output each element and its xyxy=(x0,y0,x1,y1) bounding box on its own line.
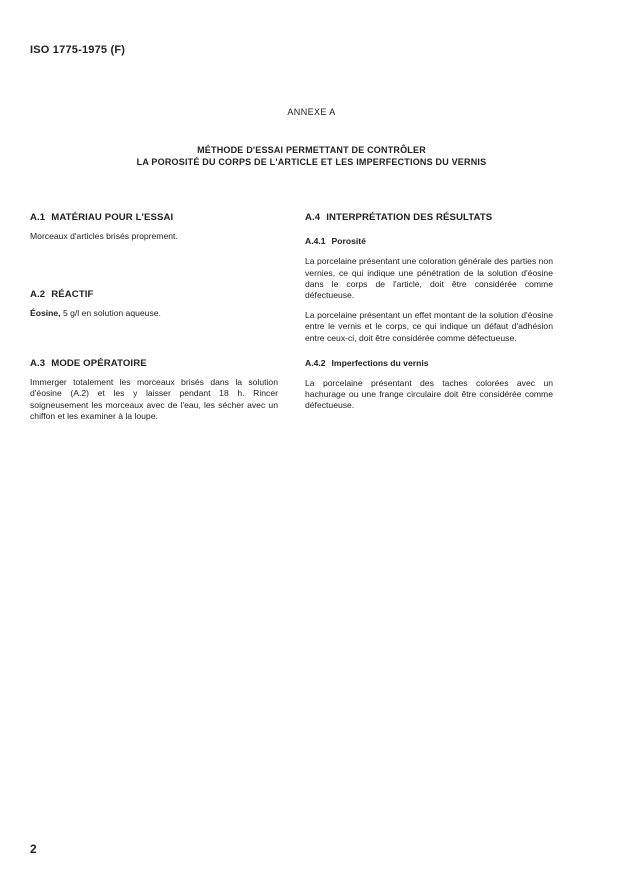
annex-title xyxy=(0,144,623,168)
section-heading xyxy=(30,289,278,300)
subsection-number: A.4.1 xyxy=(305,236,326,247)
section-heading xyxy=(305,212,553,223)
section-number: A.1 xyxy=(30,212,46,223)
reagent-detail: 5 g/l en solution aqueuse. xyxy=(60,308,161,319)
subsection-heading-a42 xyxy=(305,358,553,369)
section-body: Immerger totalement les morceaux brisés dans la solution d'éosine (A.2) et les y laisser pendant 18 h. Rincer soigneusement les morceaux avec de l'eau, les sécher avec un chiffon et les examiner à la loupe. xyxy=(30,377,278,421)
section-heading xyxy=(30,358,278,369)
section-body: Morceaux d'articles brisés proprement. xyxy=(30,231,178,242)
subsection-title: Porosité xyxy=(331,236,366,247)
document-id: ISO 1775-1975 (F) xyxy=(30,44,126,56)
section-number: A.4 xyxy=(305,212,321,223)
section-title: MATÉRIAU POUR L'ESSAI xyxy=(51,212,174,223)
paragraph: La porcelaine présentant un effet montant de la solution d'éosine entre le vernis et le corps, ce qui indique un défaut d'adhésion entre ceux-ci, doit être considérée comme défectueuse. xyxy=(305,310,553,343)
section-a2 xyxy=(30,289,278,319)
reagent-name: Éosine, xyxy=(30,308,61,319)
paragraph: La porcelaine présentant une coloration générale des parties non vernies, ce qui indique une pénétration de la solution d'éosine dans le corps de l'article, doit être considérée comme défectueuse. xyxy=(305,256,553,301)
section-heading xyxy=(30,212,278,223)
section-title: RÉACTIF xyxy=(51,289,94,300)
section-title: MODE OPÉRATOIRE xyxy=(51,358,147,369)
section-title: INTERPRÉTATION DES RÉSULTATS xyxy=(326,212,493,223)
subsection-number: A.4.2 xyxy=(305,357,326,368)
annex-title-line-2: LA POROSITÉ DU CORPS DE L'ARTICLE ET LES IMPERFECTIONS DU VERNIS xyxy=(136,157,487,167)
section-a3 xyxy=(30,358,278,422)
paragraph: La porcelaine présentant des taches colorées avec un hachurage ou une frange circulaire doit être considérée comme défectueuse. xyxy=(305,378,553,411)
section-number: A.2 xyxy=(30,289,46,300)
subsection-heading-a41 xyxy=(305,236,553,247)
subsection-title: Imperfections du vernis xyxy=(331,357,429,368)
annex-label: ANNEXE A xyxy=(287,107,336,117)
page-number: 2 xyxy=(30,842,37,856)
section-a4 xyxy=(305,212,553,412)
section-a1 xyxy=(30,212,278,242)
section-body xyxy=(30,308,278,319)
annex-title-line-1: MÉTHODE D'ESSAI PERMETTANT DE CONTRÔLER xyxy=(197,145,426,155)
section-number: A.3 xyxy=(30,358,46,369)
